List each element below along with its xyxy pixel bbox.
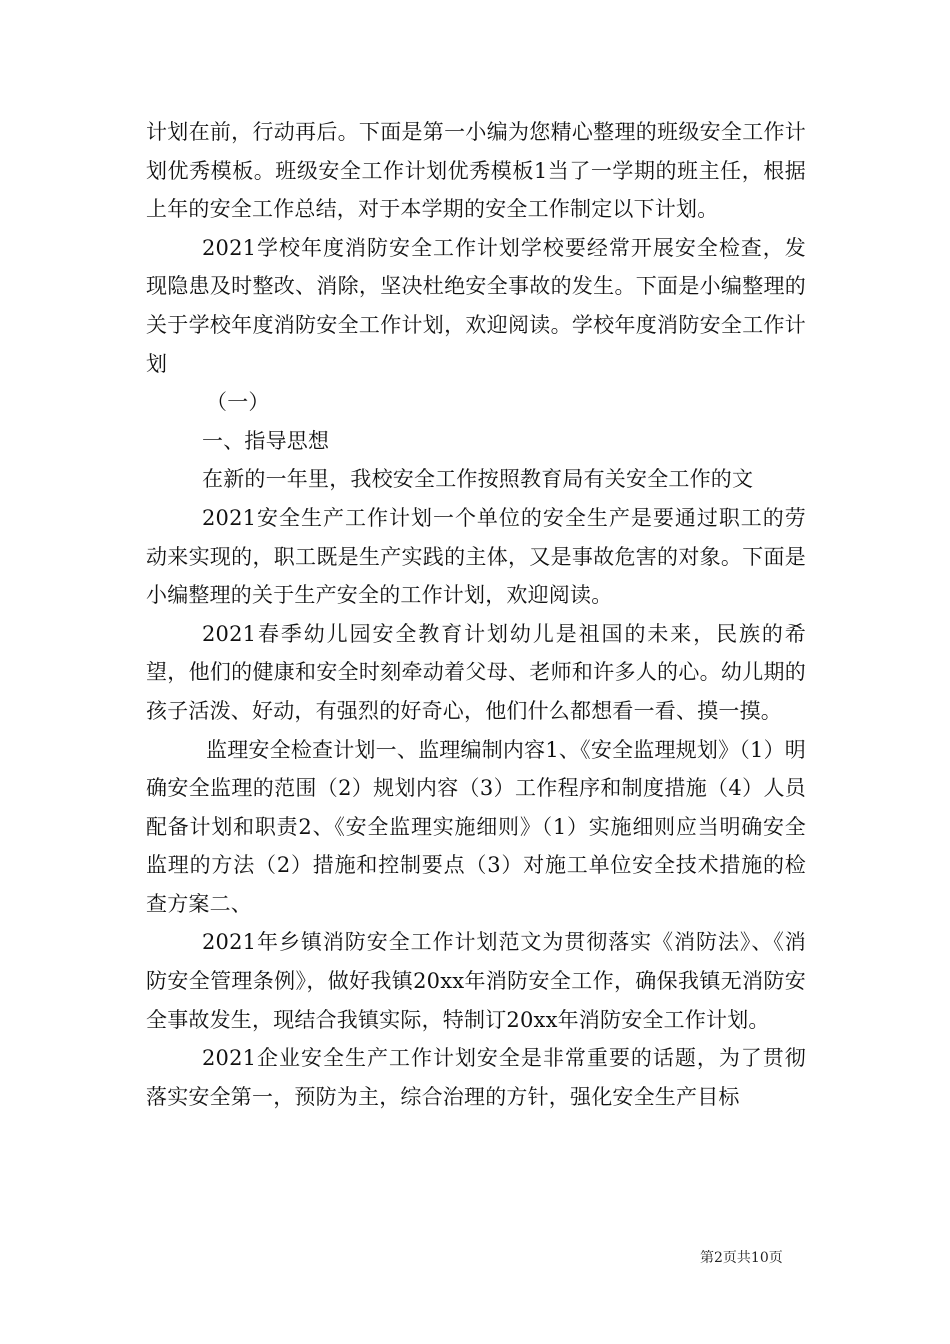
paragraph-kindergarten-plan: 2021春季幼儿园安全教育计划幼儿是祖国的未来，民族的希望，他们的健康和安全时刻牵动着父母、老师和许多人的心。幼儿期的孩子活泼、好动，有强烈的好奇心，他们什么都想看一看、摸一摸。 xyxy=(146,621,806,723)
page-number: 第2页共10页 xyxy=(700,1250,783,1266)
paragraph-new-year: 在新的一年里，我校安全工作按照教育局有关安全工作的文 xyxy=(202,467,754,492)
paragraph-township-fire-plan: 2021年乡镇消防安全工作计划范文为贯彻落实《消防法》、《消防安全管理条例》，做好我镇20xx年消防安全工作，确保我镇无消防安全事故发生，现结合我镇实际，特制订20xx年消防安全工作计划。 xyxy=(146,930,806,1032)
paragraph-section-number: （一） xyxy=(206,390,270,415)
paragraph-intro: 计划在前，行动再后。下面是第一小编为您精心整理的班级安全工作计划优秀模板。班级安全工作计划优秀模板1当了一学期的班主任，根据上年的安全工作总结，对于本学期的安全工作制定以下计划。 xyxy=(146,120,806,222)
paragraph-guiding-heading: 一、指导思想 xyxy=(202,428,330,453)
paragraph-production-plan: 2021安全生产工作计划一个单位的安全生产是要通过职工的劳动来实现的，职工既是生产实践的主体，又是事故危害的对象。下面是小编整理的关于生产安全的工作计划，欢迎阅读。 xyxy=(146,505,806,608)
paragraph-school-fire-plan: 2021学校年度消防安全工作计划学校要经常开展安全检查，发现隐患及时整改、消除，坚决杜绝安全事故的发生。下面是小编整理的关于学校年度消防安全工作计划，欢迎阅读。学校年度消防安全工作计划 xyxy=(146,235,806,376)
paragraph-supervision-plan: 监理安全检查计划一、监理编制内容1、《安全监理规划》（1）明确安全监理的范围（2）规划内容（3）工作程序和制度措施（4）人员配备计划和职责2、《安全监理实施细则》（1）实施细则应当明确安全监理的方法（2）措施和控制要点（3）对施工单位安全技术措施的检查方案二、 xyxy=(146,737,806,916)
document-body xyxy=(146,113,806,1116)
paragraph-enterprise-plan: 2021企业安全生产工作计划安全是非常重要的话题，为了贯彻落实安全第一，预防为主，综合治理的方针，强化安全生产目标 xyxy=(146,1046,806,1109)
